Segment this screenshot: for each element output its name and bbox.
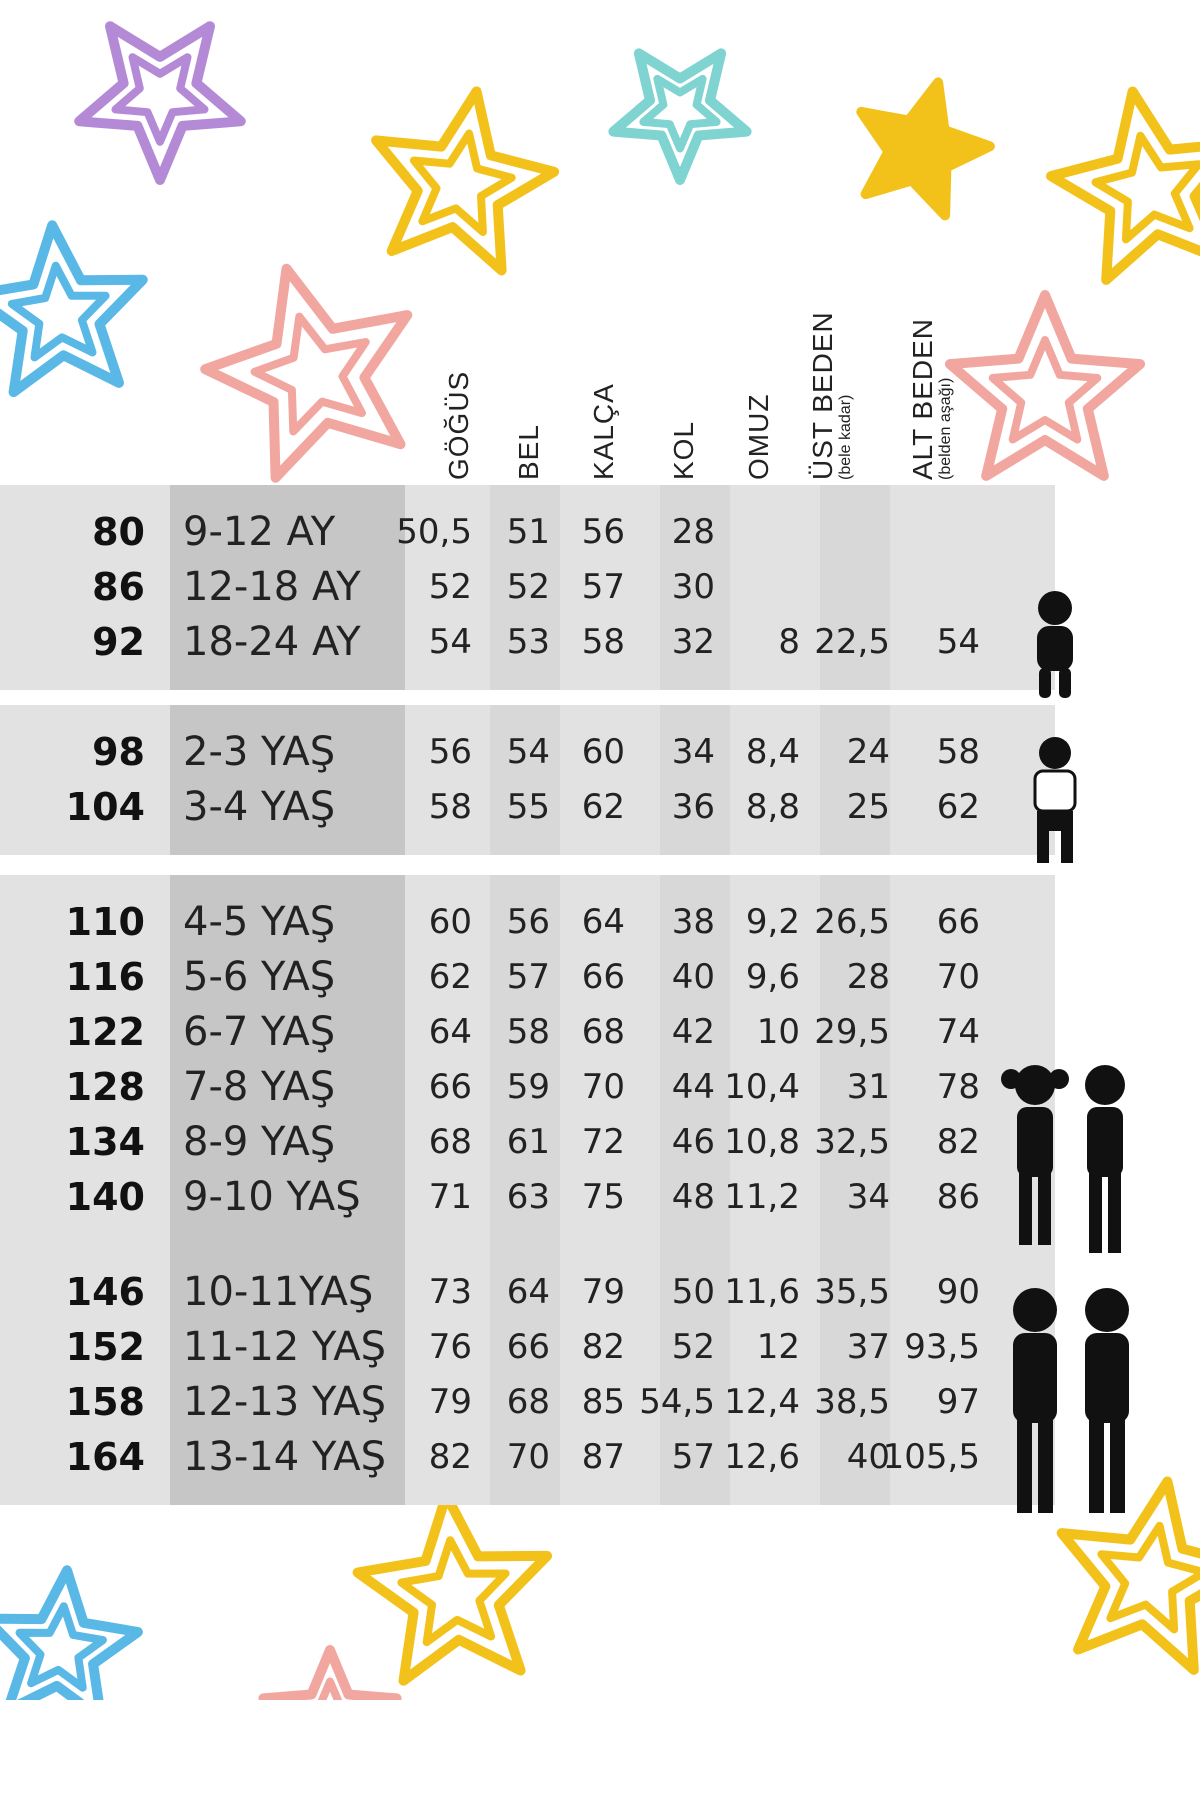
table-row [0, 1060, 1000, 1115]
measurement-cell: 35,5 [814, 1272, 890, 1312]
measurement-cell: 32 [671, 622, 715, 662]
size-cell: 92 [92, 620, 145, 664]
measurement-cell: 52 [506, 567, 550, 607]
measurement-cell: 54 [428, 622, 472, 662]
measurement-cell: 79 [428, 1382, 472, 1422]
measurement-cell: 31 [846, 1067, 890, 1107]
age-cell: 12-18 AY [183, 564, 361, 610]
column-header-note: (belden aşağı) [937, 377, 954, 480]
measurement-cell: 82 [428, 1437, 472, 1477]
measurement-cell: 62 [428, 957, 472, 997]
age-cell: 9-10 YAŞ [183, 1174, 361, 1220]
measurement-cell: 86 [936, 1177, 980, 1217]
measurement-cell: 52 [428, 567, 472, 607]
measurement-cell: 25 [846, 787, 890, 827]
table-row [0, 1170, 1000, 1225]
measurement-cell: 62 [936, 787, 980, 827]
measurement-cell: 53 [506, 622, 550, 662]
star-icon [950, 295, 1140, 476]
age-cell: 9-12 AY [183, 509, 336, 555]
age-cell: 3-4 YAŞ [183, 784, 336, 830]
measurement-cell: 46 [671, 1122, 715, 1162]
measurement-cell: 64 [428, 1012, 472, 1052]
measurement-cell: 52 [671, 1327, 715, 1367]
child-silhouette-icon [1025, 735, 1085, 865]
size-cell: 146 [65, 1270, 145, 1314]
age-cell: 7-8 YAŞ [183, 1064, 336, 1110]
size-cell: 152 [65, 1325, 145, 1369]
measurement-cell: 70 [581, 1067, 625, 1107]
star-icon [613, 53, 746, 180]
size-cell: 164 [65, 1435, 145, 1479]
measurement-cell: 70 [936, 957, 980, 997]
measurement-cell: 58 [936, 732, 980, 772]
measurement-cell: 36 [671, 787, 715, 827]
measurement-cell: 76 [428, 1327, 472, 1367]
measurement-cell: 64 [506, 1272, 550, 1312]
measurement-cell: 66 [428, 1067, 472, 1107]
measurement-cell: 50 [671, 1272, 715, 1312]
star-icon [1051, 92, 1200, 280]
measurement-cell: 8,4 [745, 732, 800, 772]
measurement-cell: 34 [846, 1177, 890, 1217]
table-row [0, 1375, 1000, 1430]
measurement-cell: 54 [936, 622, 980, 662]
measurement-cell: 57 [581, 567, 625, 607]
measurement-cell: 79 [581, 1272, 625, 1312]
column-header-label: OMUZ [743, 393, 774, 480]
size-cell: 122 [65, 1010, 145, 1054]
table-row [0, 1430, 1000, 1485]
measurement-cell: 48 [671, 1177, 715, 1217]
measurement-cell: 74 [936, 1012, 980, 1052]
measurement-cell: 54,5 [639, 1382, 715, 1422]
measurement-cell: 58 [428, 787, 472, 827]
measurement-cell: 42 [671, 1012, 715, 1052]
size-cell: 110 [65, 900, 145, 944]
measurement-cell: 44 [671, 1067, 715, 1107]
measurement-cell: 73 [428, 1272, 472, 1312]
measurement-cell: 56 [506, 902, 550, 942]
measurement-cell: 56 [581, 512, 625, 552]
column-header-label: GÖĞÜS [443, 370, 474, 480]
measurement-cell: 64 [581, 902, 625, 942]
measurement-cell: 58 [581, 622, 625, 662]
measurement-cell: 57 [671, 1437, 715, 1477]
measurement-cell: 50,5 [396, 512, 472, 552]
age-cell: 4-5 YAŞ [183, 899, 336, 945]
column-header-note: (bele kadar) [837, 394, 854, 480]
age-cell: 6-7 YAŞ [183, 1009, 336, 1055]
measurement-cell: 24 [846, 732, 890, 772]
measurement-cell: 75 [581, 1177, 625, 1217]
measurement-cell: 87 [581, 1437, 625, 1477]
column-header [907, 318, 955, 480]
table-row [0, 1115, 1000, 1170]
measurement-cell: 66 [506, 1327, 550, 1367]
column-header [668, 421, 700, 480]
measurement-cell: 66 [936, 902, 980, 942]
size-cell: 86 [92, 565, 145, 609]
measurement-cell: 10,8 [724, 1122, 800, 1162]
star-icon [376, 91, 554, 270]
measurement-cell: 54 [506, 732, 550, 772]
toddler-silhouette-icon [1025, 590, 1085, 700]
size-cell: 134 [65, 1120, 145, 1164]
measurement-cell: 59 [506, 1067, 550, 1107]
measurement-cell: 12,6 [724, 1437, 800, 1477]
measurement-cell: 12,4 [724, 1382, 800, 1422]
measurement-cell: 60 [428, 902, 472, 942]
table-row [0, 780, 1000, 835]
star-icon [861, 82, 990, 215]
age-cell: 8-9 YAŞ [183, 1119, 336, 1165]
measurement-cell: 68 [428, 1122, 472, 1162]
measurement-cell: 85 [581, 1382, 625, 1422]
column-header-label: ÜST BEDEN [807, 311, 838, 480]
measurement-cell: 9,6 [745, 957, 800, 997]
size-cell: 104 [65, 785, 145, 829]
measurement-cell: 78 [936, 1067, 980, 1107]
star-icon [0, 1570, 138, 1718]
measurement-cell: 61 [506, 1122, 550, 1162]
measurement-cell: 9,2 [745, 902, 800, 942]
column-header [807, 311, 855, 480]
size-cell: 128 [65, 1065, 145, 1109]
star-icon [0, 225, 143, 392]
measurement-cell: 56 [428, 732, 472, 772]
measurement-cell: 38,5 [814, 1382, 890, 1422]
measurement-cell: 55 [506, 787, 550, 827]
measurement-cell: 40 [846, 1437, 890, 1477]
measurement-cell: 66 [581, 957, 625, 997]
teen-pair-silhouette-icon [995, 1285, 1145, 1515]
column-header [513, 424, 545, 480]
table-row [0, 505, 1000, 560]
size-cell: 140 [65, 1175, 145, 1219]
measurement-cell: 37 [846, 1327, 890, 1367]
measurement-cell: 51 [506, 512, 550, 552]
measurement-cell: 22,5 [814, 622, 890, 662]
girl-boy-silhouette-icon [995, 1055, 1145, 1255]
age-cell: 11-12 YAŞ [183, 1324, 387, 1370]
age-cell: 13-14 YAŞ [183, 1434, 387, 1480]
table-row [0, 1005, 1000, 1060]
measurement-cell: 58 [506, 1012, 550, 1052]
column-header-label: KALÇA [588, 383, 619, 480]
measurement-cell: 62 [581, 787, 625, 827]
size-cell: 116 [65, 955, 145, 999]
measurement-cell: 93,5 [904, 1327, 980, 1367]
measurement-cell: 90 [936, 1272, 980, 1312]
column-header [588, 383, 620, 480]
measurement-cell: 30 [671, 567, 715, 607]
star-icon [358, 1495, 547, 1680]
measurement-cell: 38 [671, 902, 715, 942]
measurement-cell: 105,5 [882, 1437, 980, 1477]
measurement-cell: 63 [506, 1177, 550, 1217]
table-row [0, 1265, 1000, 1320]
table-row [0, 725, 1000, 780]
measurement-cell: 8,8 [745, 787, 800, 827]
measurement-cell: 68 [581, 1012, 625, 1052]
measurement-cell: 12 [756, 1327, 800, 1367]
size-cell: 80 [92, 510, 145, 554]
age-cell: 2-3 YAŞ [183, 729, 336, 775]
column-header [743, 394, 775, 480]
age-cell: 10-11YAŞ [183, 1269, 374, 1315]
table-row [0, 895, 1000, 950]
measurement-cell: 82 [581, 1327, 625, 1367]
star-icon [205, 269, 407, 478]
age-cell: 18-24 AY [183, 619, 361, 665]
column-header-label: ALT BEDEN [907, 317, 938, 480]
column-header-label: KOL [668, 420, 699, 480]
measurement-cell: 82 [936, 1122, 980, 1162]
measurement-cell: 8 [778, 622, 800, 662]
measurement-cell: 26,5 [814, 902, 890, 942]
age-cell: 12-13 YAŞ [183, 1379, 387, 1425]
table-row [0, 615, 1000, 670]
column-header [443, 371, 475, 480]
measurement-cell: 28 [846, 957, 890, 997]
measurement-cell: 32,5 [814, 1122, 890, 1162]
size-cell: 158 [65, 1380, 145, 1424]
bottom-margin [0, 1700, 1200, 1800]
measurement-cell: 60 [581, 732, 625, 772]
table-row [0, 950, 1000, 1005]
star-icon [79, 26, 241, 180]
size-cell: 98 [92, 730, 145, 774]
measurement-cell: 11,2 [724, 1177, 800, 1217]
measurement-cell: 28 [671, 512, 715, 552]
table-row [0, 1320, 1000, 1375]
measurement-cell: 57 [506, 957, 550, 997]
measurement-cell: 72 [581, 1122, 625, 1162]
measurement-cell: 68 [506, 1382, 550, 1422]
measurement-cell: 70 [506, 1437, 550, 1477]
measurement-cell: 10 [756, 1012, 800, 1052]
measurement-cell: 11,6 [724, 1272, 800, 1312]
measurement-cell: 71 [428, 1177, 472, 1217]
age-cell: 5-6 YAŞ [183, 954, 336, 1000]
table-row [0, 560, 1000, 615]
measurement-cell: 29,5 [814, 1012, 890, 1052]
measurement-cell: 97 [936, 1382, 980, 1422]
column-header-label: BEL [513, 424, 544, 480]
measurement-cell: 34 [671, 732, 715, 772]
measurement-cell: 40 [671, 957, 715, 997]
measurement-cell: 10,4 [724, 1067, 800, 1107]
